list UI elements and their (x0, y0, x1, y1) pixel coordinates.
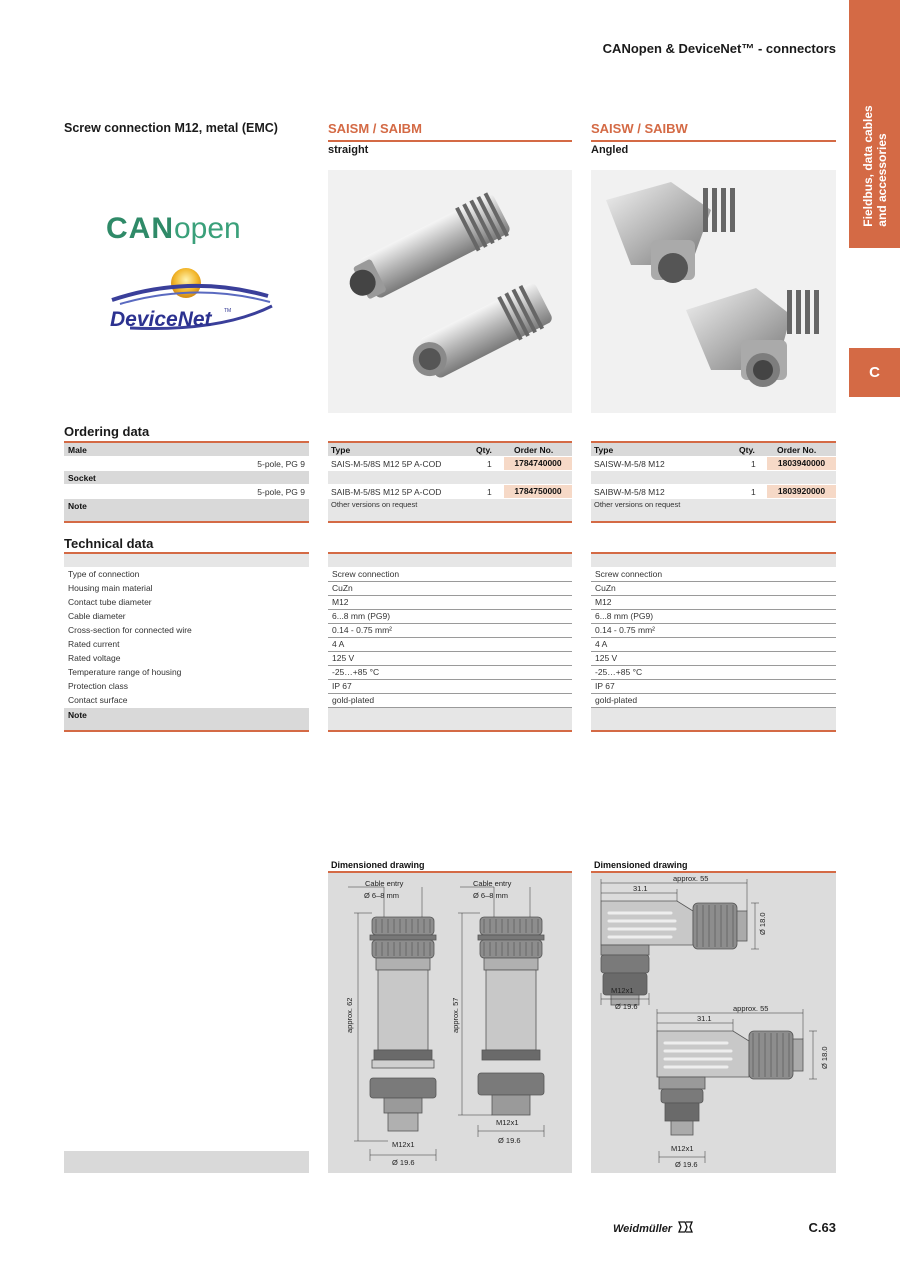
angled-drawing-heading: Dimensioned drawing (594, 860, 688, 870)
straight-male-thread-label: M12x1 (392, 1140, 415, 1149)
svg-text:DeviceNet: DeviceNet (110, 308, 212, 331)
ordering-bottom-rule-left (64, 521, 309, 523)
tech-angled-value-2: M12 (591, 596, 836, 610)
straight-drawing-heading: Dimensioned drawing (331, 860, 425, 870)
straight-socket-diameter-label: Ø 19.6 (498, 1136, 521, 1145)
tech-label-1: Housing main material (68, 583, 153, 593)
angled-male-type: SAISW-M-5/8 M12 (594, 459, 665, 469)
chapter-tab (849, 0, 900, 248)
tech-straight-value-8: IP 67 (328, 680, 572, 694)
straight-male-cable-entry-label: Cable entry (365, 879, 404, 888)
tech-angled-value-5: 4 A (591, 638, 836, 652)
socket-label-row: Socket (64, 471, 309, 484)
tech-angled-value-4: 0.14 - 0.75 mm² (591, 624, 836, 638)
section-letter-tab: C (849, 348, 900, 397)
straight-socket-order: 1784750000 (504, 485, 572, 498)
straight-male-cable-dia-label: Ø 6–8 mm (364, 891, 400, 900)
tech-label-8: Protection class (68, 681, 128, 691)
tech-label-3: Cable diameter (68, 611, 126, 621)
tech-bottom-rule-left (64, 730, 309, 732)
straight-socket-length-label: approx. 57 (451, 997, 460, 1033)
angled-socket-qty: 1 (751, 487, 756, 497)
straight-male-order: 1784740000 (504, 457, 572, 470)
angled-title-rule (591, 140, 836, 142)
tech-note-mid (328, 708, 572, 730)
straight-male-qty: 1 (487, 459, 492, 469)
angled-order-header: Type Qty. Order No. (591, 443, 836, 456)
tech-angled-value-3: 6...8 mm (PG9) (591, 610, 836, 624)
tech-straight-value-1: CuZn (328, 582, 572, 596)
straight-male-row (328, 457, 572, 470)
angled-socket-spacer (591, 471, 836, 484)
straight-socket-qty: 1 (487, 487, 492, 497)
tech-angled-value-7: -25…+85 °C (591, 666, 836, 680)
angled-dimension-drawing (591, 873, 836, 1173)
angled-order-note: Other versions on request (591, 499, 836, 521)
straight-socket-cable-entry-label: Cable entry (473, 879, 512, 888)
tech-straight-value-3: 6...8 mm (PG9) (328, 610, 572, 624)
straight-dimension-drawing (328, 873, 572, 1173)
tech-note-row: Note (64, 708, 309, 730)
angled-socket-order: 1803920000 (767, 485, 836, 498)
ordering-bottom-rule-right (591, 521, 836, 523)
tech-label-6: Rated voltage (68, 653, 121, 663)
angled-lower-thread-label: M12x1 (671, 1144, 694, 1153)
straight-connector-photo (328, 170, 572, 413)
tech-label-2: Contact tube diameter (68, 597, 152, 607)
left-footer-box (64, 1151, 309, 1173)
straight-socket-spacer (328, 471, 572, 484)
angled-male-qty: 1 (751, 459, 756, 469)
technical-data-heading: Technical data (64, 536, 154, 551)
straight-column-subtitle: straight (328, 144, 369, 156)
angled-upper-offset-label: 31.1 (633, 884, 648, 893)
socket-desc: 5-pole, PG 9 (257, 487, 305, 497)
straight-socket-cable-dia-label: Ø 6–8 mm (473, 891, 509, 900)
tech-angled-value-1: CuZn (591, 582, 836, 596)
tech-angled-value-0: Screw connection (591, 568, 836, 582)
tech-label-4: Cross-section for connected wire (68, 625, 192, 635)
canopen-logo: CANopen (106, 212, 241, 245)
angled-column-subtitle: Angled (591, 144, 629, 156)
tech-bottom-rule-right (591, 730, 836, 732)
tech-label-9: Contact surface (68, 695, 128, 705)
straight-male-length-label: approx. 62 (345, 997, 354, 1033)
straight-socket-type: SAIB-M-5/8S M12 5P A-COD (331, 487, 442, 497)
tech-note-right (591, 708, 836, 730)
tech-straight-value-9: gold-plated (328, 694, 572, 708)
svg-text:TM: TM (224, 308, 232, 314)
straight-column-title: SAISM / SAIBM (328, 121, 422, 136)
tech-straight-value-2: M12 (328, 596, 572, 610)
angled-upper-head-dia-label: Ø 18.0 (758, 912, 767, 935)
tech-header-left (64, 554, 309, 567)
straight-socket-thread-label: M12x1 (496, 1118, 519, 1127)
angled-connector-photo (591, 170, 836, 413)
straight-title-rule (328, 140, 572, 142)
tech-angled-value-8: IP 67 (591, 680, 836, 694)
angled-upper-diameter-label: Ø 19.6 (615, 1002, 638, 1011)
angled-upper-thread-label: M12x1 (611, 986, 634, 995)
male-label-row: Male (64, 443, 309, 456)
tech-straight-value-5: 4 A (328, 638, 572, 652)
straight-order-note: Other versions on request (328, 499, 572, 521)
angled-lower-offset-label: 31.1 (697, 1014, 712, 1023)
straight-socket-row (328, 485, 572, 498)
ordering-bottom-rule-mid (328, 521, 572, 523)
tech-header-right (591, 554, 836, 567)
tech-straight-value-6: 125 V (328, 652, 572, 666)
straight-male-diameter-label: Ø 19.6 (392, 1158, 415, 1167)
tech-straight-value-7: -25…+85 °C (328, 666, 572, 680)
chapter-tab-label: Fieldbus, data cables and accessories (861, 105, 889, 227)
angled-lower-length-label: approx. 55 (733, 1004, 769, 1013)
angled-lower-head-dia-label: Ø 18.0 (820, 1046, 829, 1069)
angled-socket-row (591, 485, 836, 498)
page-header-title: CANopen & DeviceNet™ - connectors (602, 41, 836, 56)
angled-upper-length-label: approx. 55 (673, 874, 709, 883)
devicenet-logo (100, 266, 280, 336)
angled-column-title: SAISW / SAIBW (591, 121, 688, 136)
angled-male-row (591, 457, 836, 470)
angled-socket-type: SAIBW-M-5/8 M12 (594, 487, 665, 497)
ordering-note-row: Note (64, 499, 309, 521)
angled-lower-diameter-label: Ø 19.6 (675, 1160, 698, 1169)
tech-header-mid (328, 554, 572, 567)
weidmuller-logo: Weidmüller (613, 1221, 694, 1235)
tech-angled-value-6: 125 V (591, 652, 836, 666)
tech-label-5: Rated current (68, 639, 120, 649)
tech-straight-value-4: 0.14 - 0.75 mm² (328, 624, 572, 638)
tech-bottom-rule-mid (328, 730, 572, 732)
tech-label-7: Temperature range of housing (68, 667, 182, 677)
straight-order-header: Type Qty. Order No. (328, 443, 572, 456)
angled-male-order: 1803940000 (767, 457, 836, 470)
ordering-data-heading: Ordering data (64, 424, 150, 439)
straight-male-type: SAIS-M-5/8S M12 5P A-COD (331, 459, 442, 469)
tech-straight-value-0: Screw connection (328, 568, 572, 582)
tech-angled-value-9: gold-plated (591, 694, 836, 708)
male-desc: 5-pole, PG 9 (257, 459, 305, 469)
product-title: Screw connection M12, metal (EMC) (64, 121, 278, 135)
tech-label-0: Type of connection (68, 569, 140, 579)
page-number: C.63 (808, 1220, 836, 1235)
